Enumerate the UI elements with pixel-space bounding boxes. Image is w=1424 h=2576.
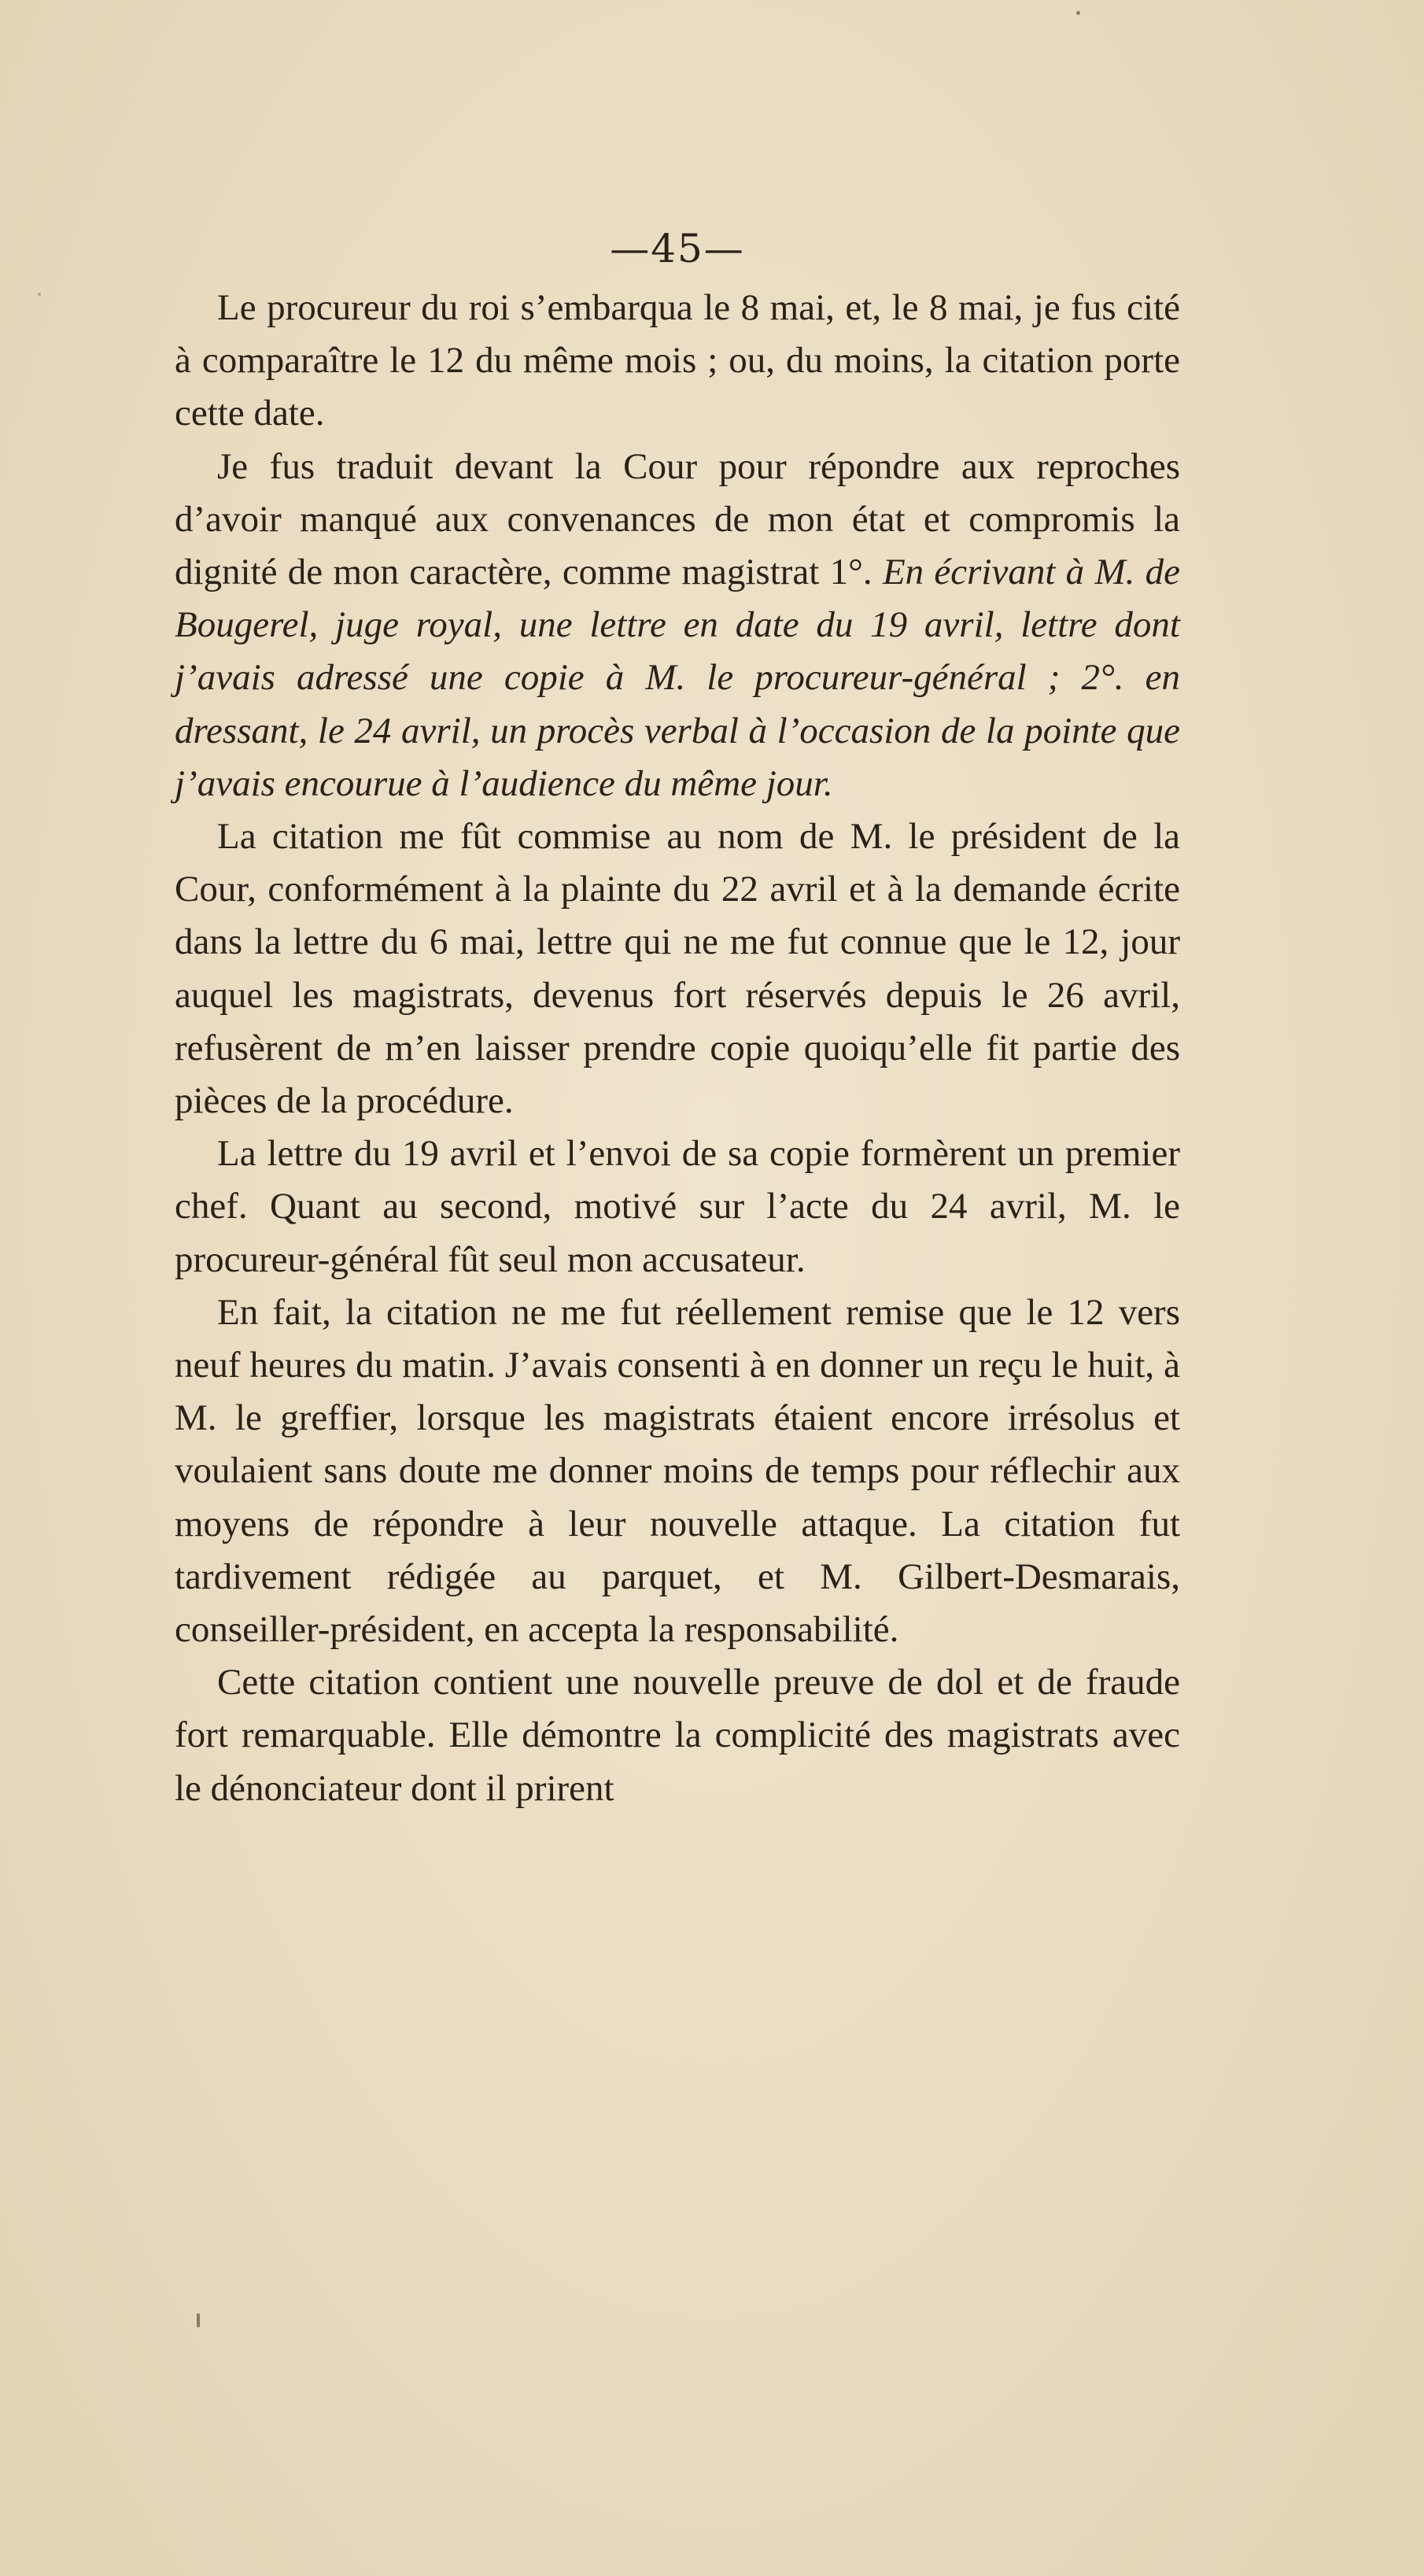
paragraph-1-text: Le procureur du roi s’embarqua le 8 mai, et, le 8 mai, je fus cité à comparaître le 12 du même mois ; ou, du moins, la citation porte cette date. [175,287,1180,434]
paragraph-1 [175,282,1180,441]
paper-speck [1076,11,1080,15]
paragraph-3 [175,810,1180,1127]
paragraph-2-text: Je fus traduit devant la Cour pour répondre aux reproches d’avoir manqué aux convenances de mon état et compromis la dignité de mon caractère, comme magistrat 1°. [175,445,1180,593]
paper-speck [38,293,41,296]
paragraph-6 [175,1656,1180,1815]
paragraph-2 [175,441,1180,810]
paragraph-5 [175,1286,1180,1656]
page-number: —45— [610,226,745,271]
text-block [175,225,1180,1815]
paragraph-5-text: En fait, la citation ne me fut réellement remise que le 12 vers neuf heures du matin. J’avais consenti à en donner un reçu le huit, à M. le greffier, lorsque les magistrats étaient encore irrésolus et voulaient sans doute me donner moins de temps pour réflechir aux moyens de répondre à leur nouvelle attaque. La citation fut tardivement rédigée au parquet, et M. Gilbert-Desmarais, conseiller-président, en accepta la responsabilité. [175,1291,1180,1651]
paragraph-4-text: La lettre du 19 avril et l’envoi de sa copie formèrent un premier chef. Quant au second, motivé sur l’acte du 24 avril, M. le procureur-général fût seul mon accusateur. [175,1133,1180,1280]
paragraph-2-italic-text: En écrivant à M. de Bougerel, juge royal, une lettre en date du 19 avril, lettre dont j’avais adressé une copie à M. le procureur-général ; 2°. en dressant, le 24 avril, un procès verbal à l’occasion de la pointe que j’avais encourue à l’audience du même jour. [175,552,1180,804]
paper-speck [197,2313,200,2327]
paragraph-4 [175,1127,1180,1286]
paragraph-6-text: Cette citation contient une nouvelle preuve de dol et de fraude fort remarquable. Elle démontre la complicité des magistrats avec le dénonciateur dont il prirent [175,1662,1180,1809]
paragraph-3-text: La citation me fût commise au nom de M. le président de la Cour, conformément à la plainte du 22 avril et à la demande écrite dans la lettre du 6 mai, lettre qui ne me fut connue que le 12, jour auquel les magistrats, devenus fort réservés depuis le 26 avril, refusèrent de m’en laisser prendre copie quoiqu’elle fit partie des pièces de la procédure. [175,816,1180,1122]
